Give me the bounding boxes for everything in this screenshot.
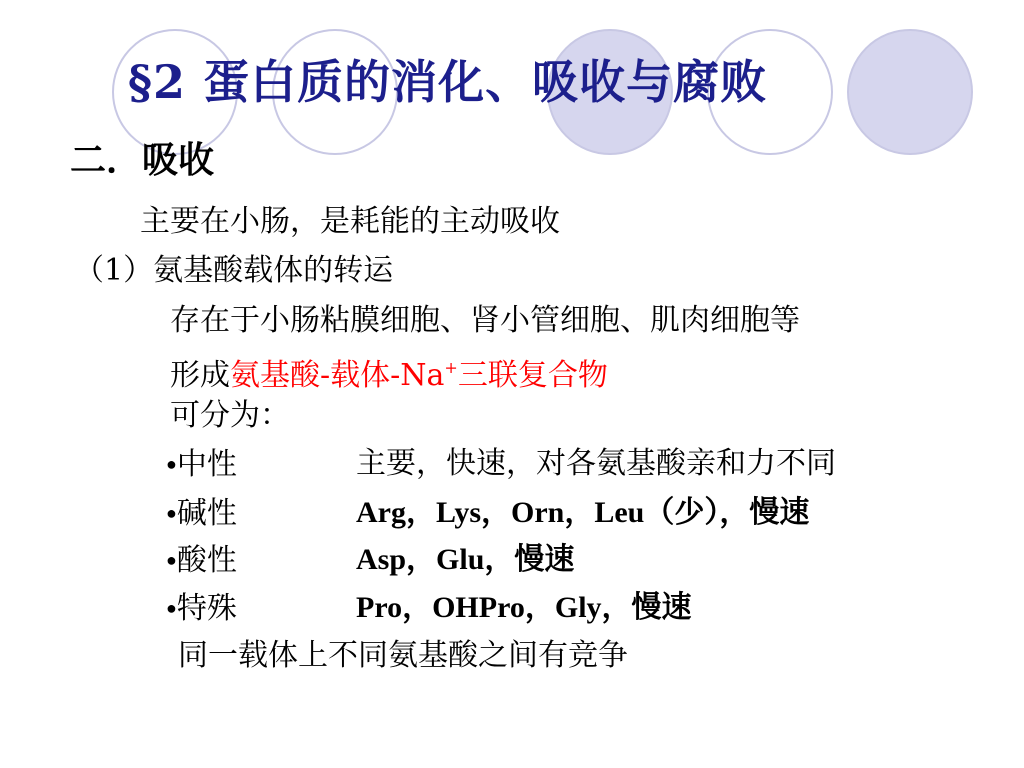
type-row-acidic (166, 542, 575, 579)
type-row-basic (166, 495, 810, 532)
type-desc: Pro，OHPro，Gly，慢速 (356, 591, 692, 624)
type-name: 特殊 (176, 591, 237, 626)
intro-text: 主要在小肠，是耗能的主动吸收 (140, 204, 560, 239)
subsection-heading: （1）氨基酸载体的转运 (74, 253, 394, 288)
type-desc: Asp，Glu，慢速 (356, 543, 575, 576)
type-name: 碱性 (176, 496, 237, 531)
complex-name-main: 氨基酸-载体-Na (230, 358, 445, 393)
sodium-charge: + (444, 358, 458, 377)
bullet-icon: ● (166, 598, 177, 618)
conclusion-text: 同一载体上不同氨基酸之间有竞争 (178, 638, 628, 673)
forms-prefix: 形成 (170, 358, 230, 393)
complex-name-tail: 三联复合物 (457, 358, 608, 393)
section-heading: 二．吸收 (70, 139, 215, 181)
slide-title: §2 蛋白质的消化、吸收与腐败 (128, 55, 768, 109)
bullet-icon: ● (166, 454, 177, 474)
type-desc: 主要，快速，对各氨基酸亲和力不同 (356, 446, 836, 481)
classify-text: 可分为： (170, 398, 290, 433)
forms-text (170, 350, 608, 394)
type-desc: Arg，Lys，Orn，Leu（少），慢速 (356, 496, 810, 529)
bullet-icon: ● (166, 550, 177, 570)
type-row-special (166, 590, 692, 627)
bullet-icon: ● (166, 503, 177, 523)
type-name: 中性 (176, 447, 237, 482)
type-name: 酸性 (176, 543, 237, 578)
type-row-neutral (166, 446, 836, 483)
decor-circle-5 (848, 30, 972, 154)
location-text: 存在于小肠粘膜细胞、肾小管细胞、肌肉细胞等 (170, 303, 800, 338)
complex-name (230, 358, 608, 393)
